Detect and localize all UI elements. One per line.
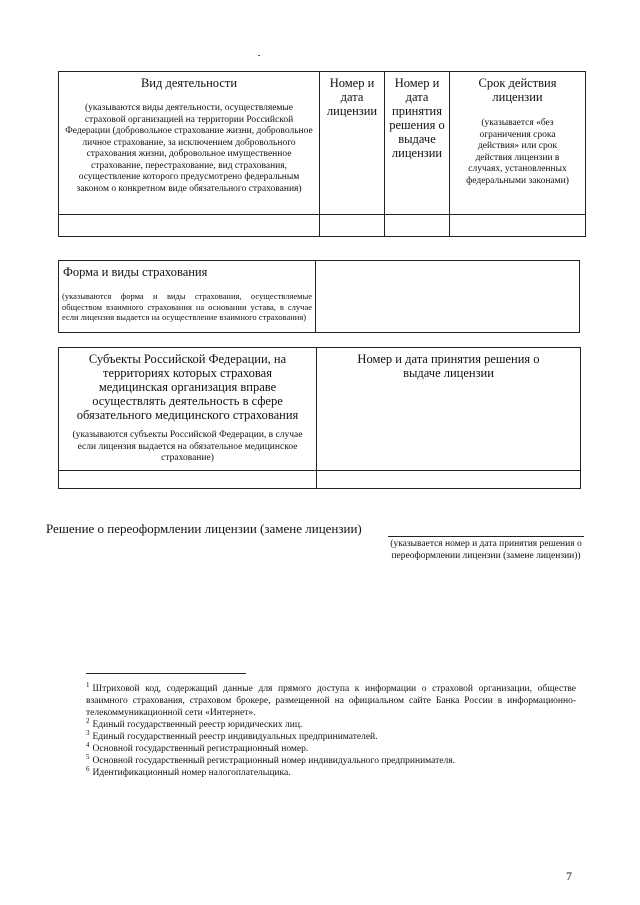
page-number: 7: [566, 869, 572, 883]
license-term-header-cell: [450, 72, 586, 215]
empty-cell[interactable]: [59, 471, 317, 489]
decision-number-header: Номер и дата принятия решения о выдаче лицензии: [389, 76, 445, 160]
footnote-number: 6: [86, 764, 90, 773]
footnotes: [86, 680, 576, 779]
footnote-text: Основной государственный регистрационный номер индивидуального предпринимателя.: [92, 756, 455, 766]
insurance-form-header: Форма и виды страхования: [63, 265, 208, 279]
footnote-number: 5: [86, 752, 90, 761]
activity-table-empty-row: [59, 215, 586, 237]
decision-fill-line[interactable]: [388, 536, 584, 537]
insurance-form-row: [59, 261, 580, 333]
empty-cell[interactable]: [450, 215, 586, 237]
subjects-note: (указываются субъекты Российской Федерации, в случае если лицензия выдается на обязательное медицинское страхование): [72, 430, 303, 463]
activity-table: [58, 71, 586, 237]
footnote-number: 4: [86, 740, 90, 749]
activity-type-header: Вид деятельности: [140, 76, 238, 90]
subjects-decision-header-cell: [317, 348, 581, 471]
footnote-text: Идентификационный номер налогоплательщика.: [92, 768, 291, 778]
empty-cell[interactable]: [385, 215, 450, 237]
empty-cell[interactable]: [317, 471, 581, 489]
footnote-separator: [86, 673, 246, 674]
subjects-decision-header: Номер и дата принятия решения о выдаче лицензии: [357, 352, 540, 380]
footnote-number: 3: [86, 728, 90, 737]
license-number-header: Номер и дата лицензии: [326, 76, 378, 118]
footnote-number: 1: [86, 680, 90, 689]
footnote: [86, 728, 576, 743]
subjects-table-header-row: [59, 348, 581, 471]
subjects-header-cell: [59, 348, 317, 471]
activity-type-header-cell: [59, 72, 320, 215]
footnote-text: Единый государственный реестр юридических лиц.: [92, 720, 303, 730]
insurance-form-note: (указываются форма и виды страхования, осуществляемые обществом взаимного страхования на основании устава, в случае если лицензия выдается на осуществление взаимного страхования): [62, 291, 312, 322]
decision-label: Решение о переоформлении лицензии (замене лицензии): [46, 521, 362, 536]
subjects-table-empty-row: [59, 471, 581, 489]
footnote: [86, 680, 576, 719]
decision-note: (указывается номер и дата принятия решения о переоформлении лицензии (замене лицензии)): [390, 539, 582, 561]
scan-mark: [258, 55, 260, 56]
activity-type-note: (указываются виды деятельности, осуществляемые страховой организацией на территории Российской Федерации (добровольное страхование жизни, добровольное личное страхование, за исключением добровольного страхования жизни, добровольное имущественное страхование, перестрахование, вид страхования, осуществление которого предусмотрено федеральным законом о конкретном виде обязательного страхования): [65, 103, 313, 194]
subjects-header: Субъекты Российской Федерации, на территориях которых страховая медицинская организация вправе осуществлять деятельность в сфере обязательного медицинского страхования: [76, 352, 299, 422]
license-term-note: (указывается «без ограничения срока действия» или срок действия лицензии в случаях, установленных федеральными законами): [466, 118, 569, 186]
footnote-text: Основной государственный регистрационный номер.: [92, 744, 309, 754]
empty-cell[interactable]: [59, 215, 320, 237]
activity-table-header-row: [59, 72, 586, 215]
footnote: [86, 740, 576, 755]
license-number-header-cell: [320, 72, 385, 215]
decision-number-header-cell: [385, 72, 450, 215]
footnote-number: 2: [86, 716, 90, 725]
subjects-table: [58, 347, 581, 489]
insurance-form-table: [58, 260, 580, 333]
footnote: [86, 764, 576, 779]
insurance-form-header-cell: [59, 261, 316, 333]
footnote-text: Штриховой код, содержащий данные для прямого доступа к информации о страховой организации, обществе взаимного страхования, страховом брокере, размещенной на официальном сайте Банка России в информационно-телекоммуникационной сети «Интернет».: [86, 684, 576, 718]
footnote-text: Единый государственный реестр индивидуальных предпринимателей.: [92, 732, 378, 742]
footnote: [86, 716, 576, 731]
insurance-form-value-cell[interactable]: [316, 261, 580, 333]
footnote: [86, 752, 576, 767]
license-term-header: Срок действия лицензии: [478, 76, 557, 104]
empty-cell[interactable]: [320, 215, 385, 237]
